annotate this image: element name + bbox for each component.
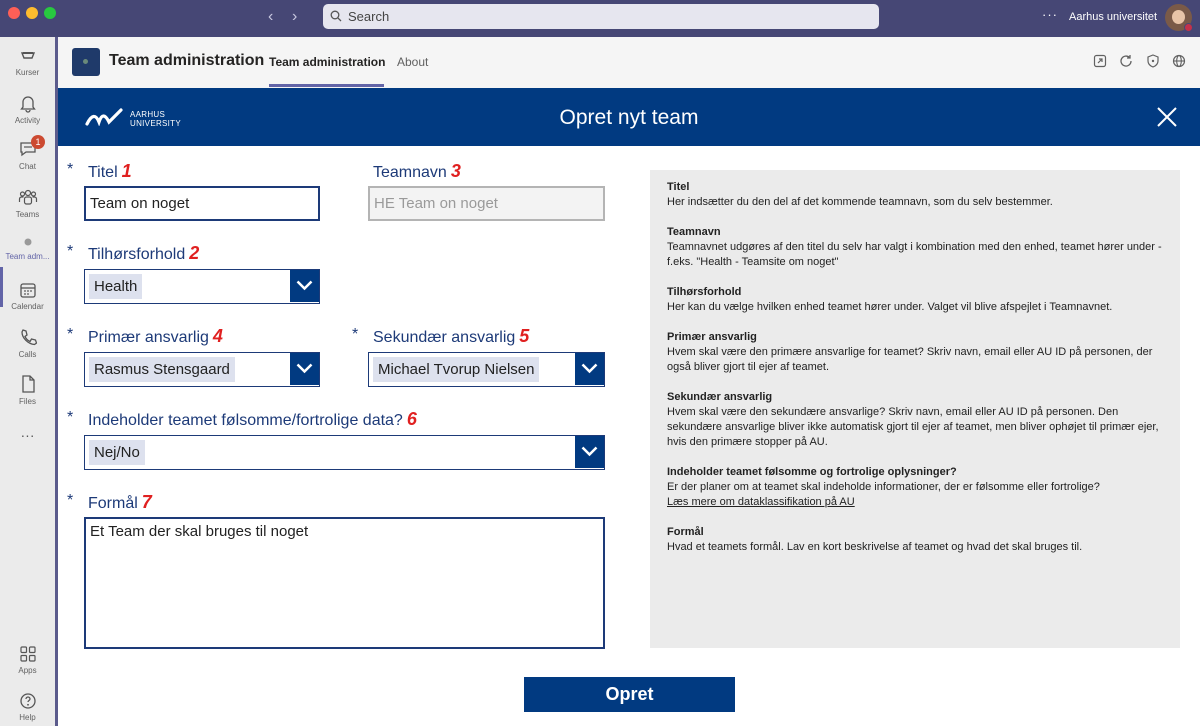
more-options-icon[interactable]: ··· — [1042, 7, 1058, 22]
rail-item-calls[interactable] — [0, 327, 55, 359]
forward-arrow-icon[interactable]: › — [292, 8, 298, 25]
help-heading: Primær ansvarlig — [667, 331, 757, 343]
chevron-down-icon — [296, 363, 313, 374]
rail-label: Files — [19, 397, 36, 406]
primaer-value: Rasmus Stensgaard — [89, 357, 235, 382]
help-panel — [650, 170, 1180, 648]
tilhorsforhold-label-text: Tilhørsforhold — [88, 246, 186, 263]
rail-item-team-admin[interactable] — [0, 235, 55, 261]
help-text: Her indsætter du den del af det kommende teamnavn, som du selv bestemmer. — [667, 196, 1053, 208]
help-text: Hvem skal være den sekundære ansvarlige? Skriv navn, email eller AU ID på personen. Den sekundære ansvarlige bliver ikke automatisk gjort til ejer af teamet, men bliver ophøjet til primær ejer, hvis den primære stopper på AU. — [667, 406, 1159, 448]
rail-label: Help — [19, 713, 36, 722]
logo-line-2: UNIVERSITY — [130, 119, 182, 128]
sekundaer-label-text: Sekundær ansvarlig — [373, 329, 516, 346]
calendar-icon — [19, 281, 37, 299]
popout-icon[interactable] — [1093, 54, 1107, 68]
rail-item-activity[interactable] — [0, 93, 55, 125]
team-admin-icon — [19, 235, 37, 249]
help-section-foelsomme — [667, 465, 1163, 510]
rail-item-files[interactable] — [0, 374, 55, 406]
marker-number: 6 — [406, 409, 417, 429]
help-text: Her kan du vælge hvilken enhed teamet hører under. Valget vil blive afspejlet i Teamnavnet. — [667, 301, 1113, 313]
help-section-titel — [667, 180, 1163, 210]
help-icon — [19, 692, 37, 710]
rail-label: Calendar — [11, 302, 44, 311]
marker-number: 2 — [189, 243, 200, 263]
required-mark: * — [67, 243, 74, 260]
help-heading: Indeholder teamet følsomme og fortrolige oplysninger? — [667, 466, 957, 478]
required-mark: * — [67, 161, 74, 178]
help-text: Hvad et teamets formål. Lav en kort beskrivelse af teamet og hvad det skal bruges til. — [667, 541, 1083, 553]
chat-badge: 1 — [31, 135, 45, 149]
rail-label: Activity — [14, 116, 41, 125]
app-rail — [0, 37, 55, 726]
formaal-textarea[interactable]: Et Team der skal bruges til noget — [84, 517, 605, 649]
titel-label-text: Titel — [88, 164, 118, 181]
help-section-tilhorsforhold — [667, 285, 1163, 315]
tilhorsforhold-dropdown[interactable] — [84, 269, 320, 304]
help-text: Teamnavnet udgøres af den titel du selv har valgt i kombination med den enhed, teamet hører under - f.eks. "Health - Teamsite om noget" — [667, 241, 1162, 268]
titel-input[interactable]: Team on noget — [84, 186, 320, 221]
dropdown-button[interactable] — [575, 436, 604, 468]
search-icon — [330, 10, 342, 22]
shield-icon[interactable] — [1146, 54, 1160, 68]
required-mark: * — [67, 326, 74, 343]
tab-team-administration[interactable]: Team administration — [269, 55, 386, 69]
help-section-formaal — [667, 525, 1163, 555]
teams-icon — [18, 187, 38, 207]
foelsomme-label — [88, 409, 417, 430]
apps-icon — [19, 645, 37, 663]
help-section-primaer — [667, 330, 1163, 375]
marker-number: 4 — [212, 326, 223, 346]
formaal-label — [88, 492, 152, 513]
required-mark: * — [67, 492, 74, 509]
form-banner — [58, 88, 1200, 146]
dropdown-button[interactable] — [290, 270, 319, 302]
rail-label: Chat — [19, 162, 36, 171]
sekundaer-dropdown[interactable] — [368, 352, 605, 387]
rail-item-calendar[interactable] — [0, 281, 55, 311]
marker-number: 5 — [519, 326, 530, 346]
app-header — [58, 37, 1200, 88]
rail-label: Kurser — [15, 68, 40, 77]
kurser-icon — [19, 47, 37, 65]
file-icon — [19, 374, 37, 394]
titel-label — [88, 161, 132, 182]
primaer-label-text: Primær ansvarlig — [88, 329, 209, 346]
rail-item-apps[interactable] — [0, 645, 55, 675]
rail-label: Calls — [18, 350, 37, 359]
required-mark: * — [67, 409, 74, 426]
dataklassifikation-link[interactable]: Læs mere om dataklassifikation på AU — [667, 496, 855, 508]
opret-button[interactable]: Opret — [524, 677, 735, 712]
help-text: Er der planer om at teamet skal indeholde informationer, der er følsomme eller fortrolige? — [667, 481, 1100, 493]
tab-about[interactable]: About — [397, 55, 429, 69]
close-icon[interactable] — [1156, 106, 1178, 128]
marker-number: 7 — [141, 492, 152, 512]
chevron-down-icon — [581, 363, 598, 374]
foelsomme-dropdown[interactable] — [84, 435, 605, 470]
chevron-down-icon — [296, 280, 313, 291]
chevron-down-icon — [581, 446, 598, 457]
required-mark: * — [352, 326, 359, 343]
marker-number: 3 — [450, 161, 461, 181]
dropdown-button[interactable] — [290, 353, 319, 385]
foelsomme-value: Nej/No — [89, 440, 145, 465]
help-section-teamnavn — [667, 225, 1163, 270]
close-window-button[interactable] — [8, 7, 20, 19]
app-logo-icon — [72, 48, 100, 76]
help-heading: Sekundær ansvarlig — [667, 391, 773, 403]
sekundaer-label — [373, 326, 529, 347]
tilhorsforhold-value: Health — [89, 274, 142, 299]
phone-icon — [19, 327, 37, 347]
rail-more-icon[interactable]: ··· — [20, 427, 35, 443]
refresh-icon[interactable] — [1119, 54, 1133, 68]
rail-label: Teams — [15, 210, 40, 219]
zoom-window-button[interactable] — [44, 7, 56, 19]
rail-item-teams[interactable] — [0, 187, 55, 219]
rail-item-help[interactable] — [0, 692, 55, 722]
foelsomme-label-text: Indeholder teamet følsomme/fortrolige data? — [88, 412, 403, 429]
title-bar — [0, 0, 1200, 37]
bell-icon — [19, 93, 37, 113]
sekundaer-value: Michael Tvorup Nielsen — [373, 357, 539, 382]
teamnavn-field: HE Team on noget — [368, 186, 605, 221]
teamnavn-label — [373, 161, 461, 182]
globe-icon[interactable] — [1172, 54, 1186, 68]
help-heading: Tilhørsforhold — [667, 286, 742, 298]
rail-label: Apps — [18, 666, 37, 675]
page-title: Opret nyt team — [559, 106, 699, 129]
rail-item-chat[interactable] — [0, 139, 55, 171]
help-section-sekundaer — [667, 390, 1163, 450]
help-heading: Formål — [667, 526, 704, 538]
search-input[interactable] — [323, 4, 879, 29]
rail-label: Team adm... — [5, 252, 50, 261]
help-heading: Titel — [667, 181, 690, 193]
tilhorsforhold-label — [88, 243, 199, 264]
help-text: Hvem skal være den primære ansvarlige for teamet? Skriv navn, email eller AU ID på personen, der også bliver gjort til ejer af teamet. — [667, 346, 1153, 373]
primaer-dropdown[interactable] — [84, 352, 320, 387]
rail-item-kurser[interactable] — [0, 47, 55, 77]
search-placeholder: Search — [348, 9, 390, 24]
dropdown-button[interactable] — [575, 353, 604, 385]
app-title: Team administration — [109, 52, 265, 69]
minimize-window-button[interactable] — [26, 7, 38, 19]
org-name[interactable]: Aarhus universitet — [1069, 11, 1158, 23]
active-tab-underline — [269, 84, 384, 87]
status-indicator-icon — [1184, 23, 1193, 32]
teamnavn-label-text: Teamnavn — [373, 164, 447, 181]
primaer-label — [88, 326, 223, 347]
formaal-label-text: Formål — [88, 495, 138, 512]
marker-number: 1 — [121, 161, 132, 181]
logo-line-1: AARHUS — [130, 110, 166, 119]
back-arrow-icon[interactable]: ‹ — [268, 8, 274, 25]
help-heading: Teamnavn — [667, 226, 721, 238]
